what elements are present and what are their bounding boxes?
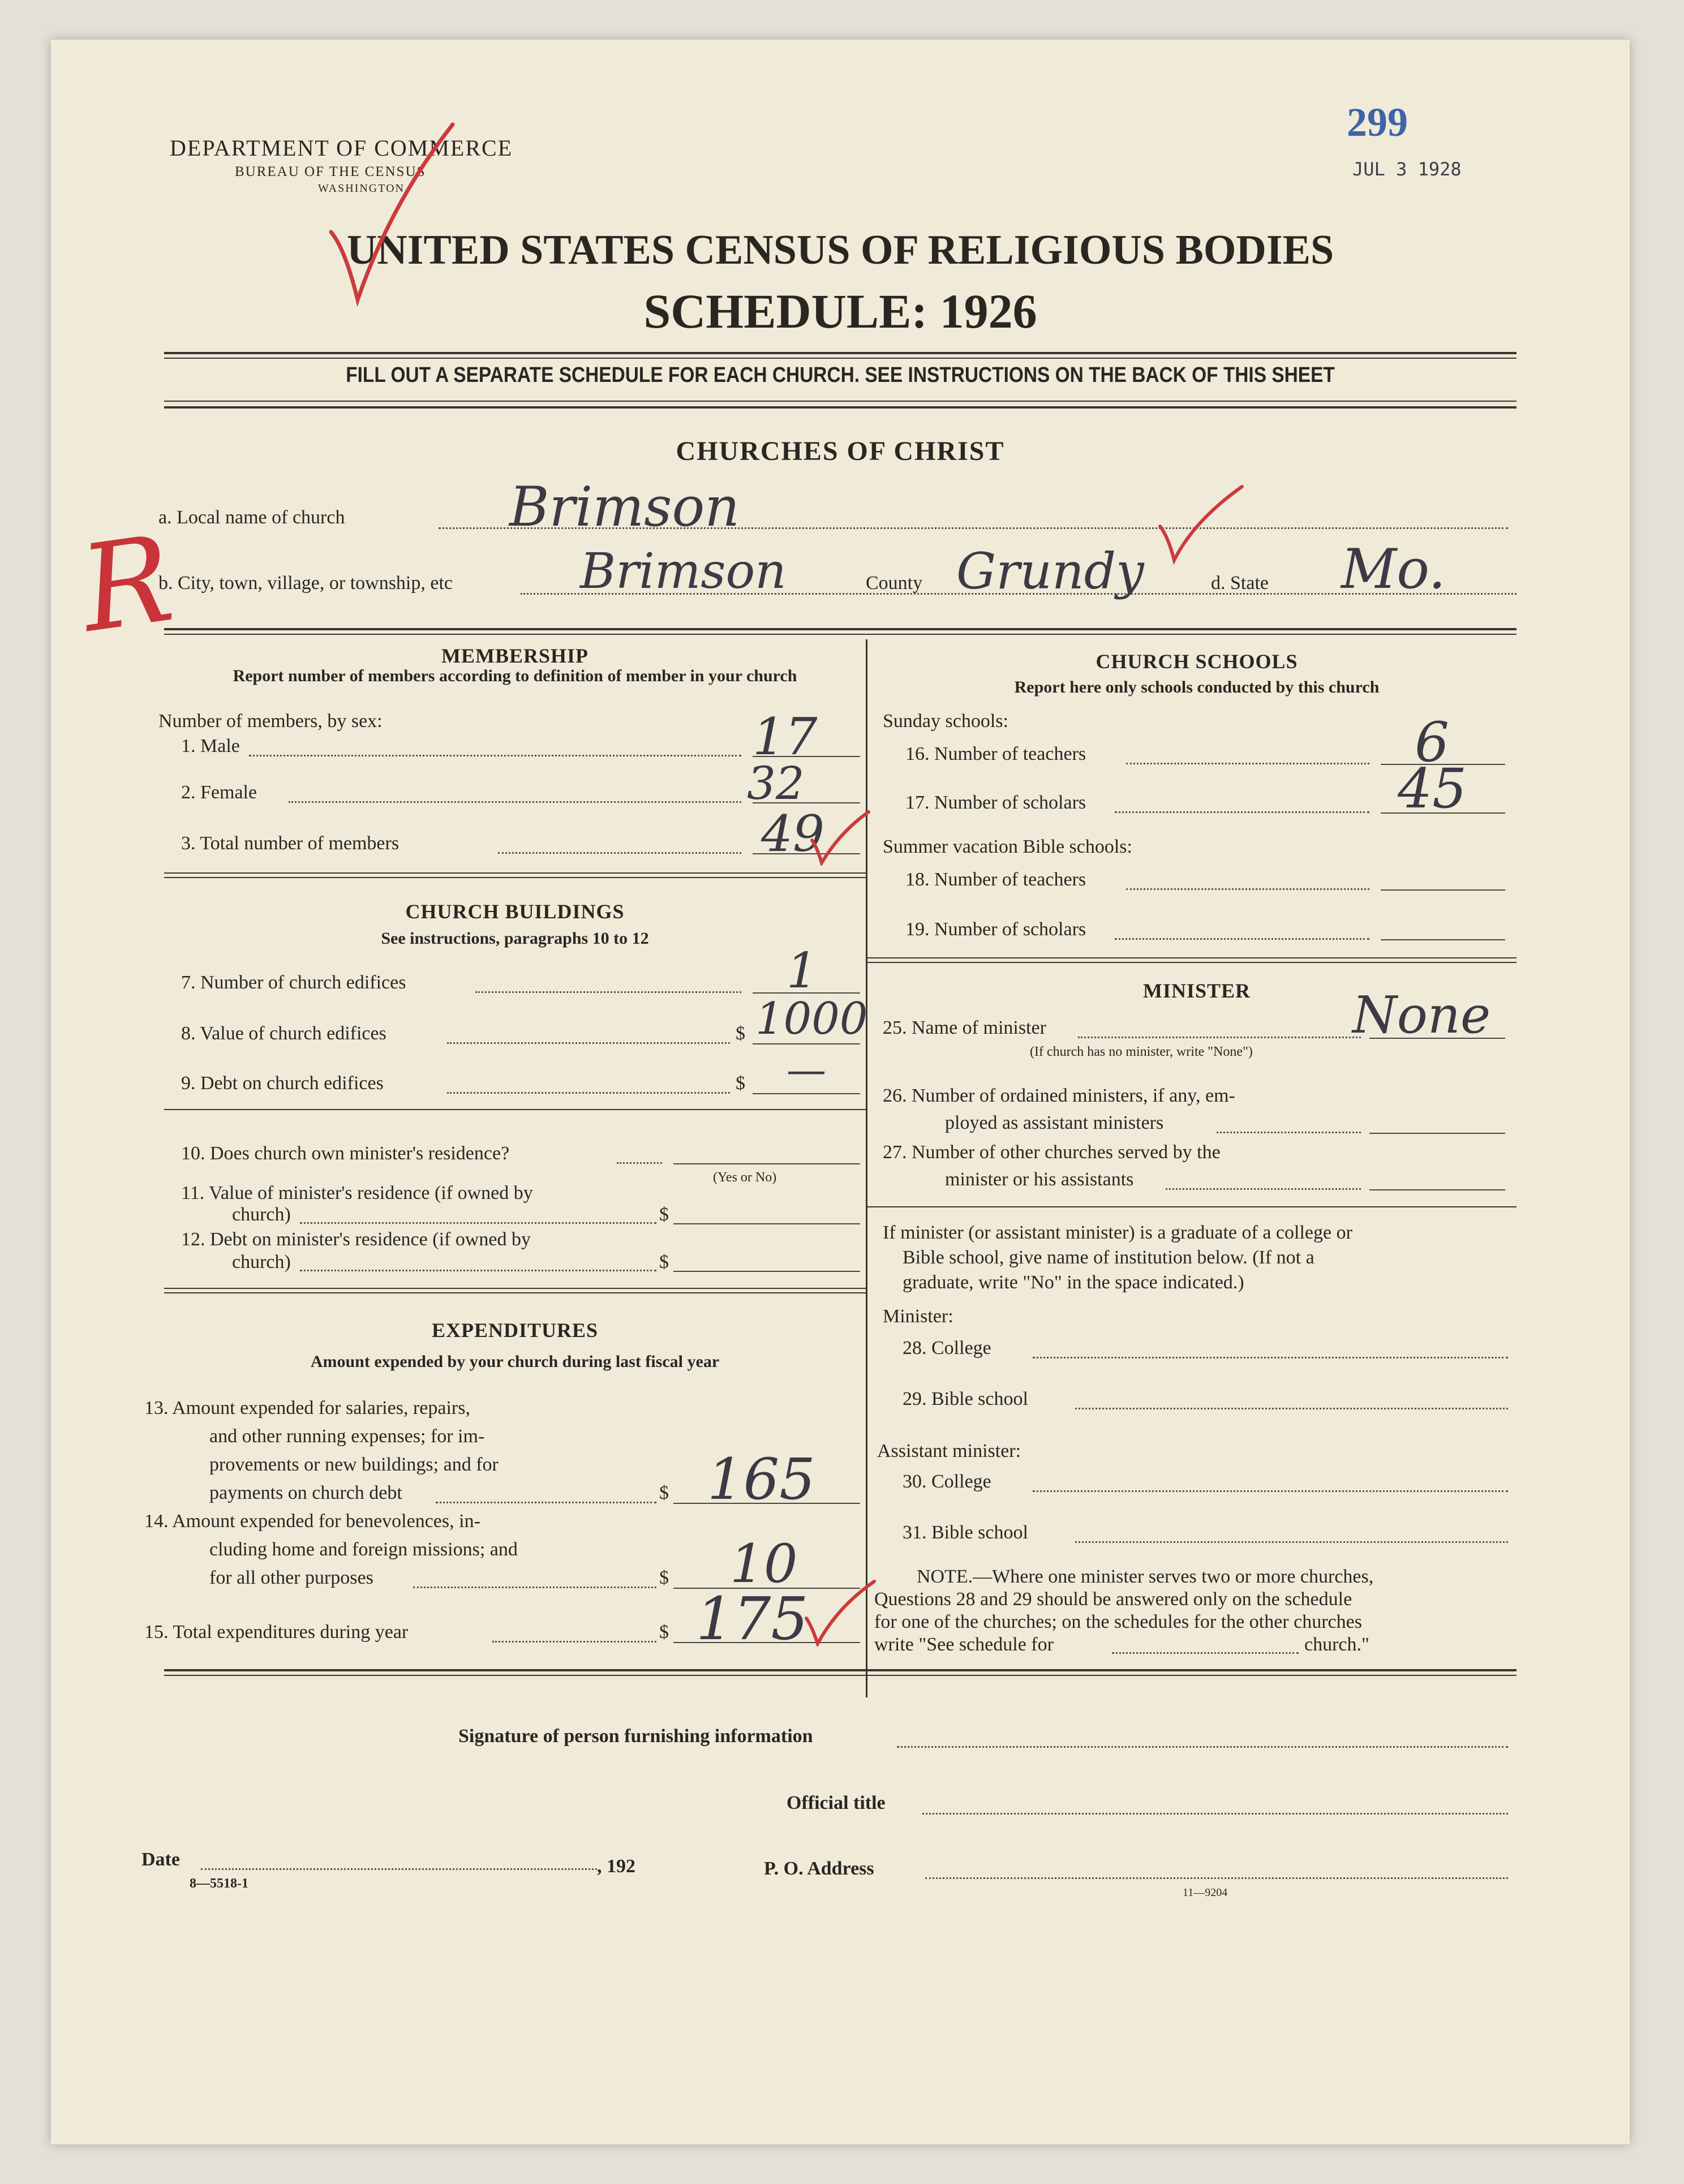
bible-school-line[interactable] bbox=[1075, 1408, 1508, 1409]
assistant-college-line[interactable] bbox=[1033, 1490, 1508, 1492]
male-label: 1. Male bbox=[181, 736, 240, 756]
q13-dollar: $ bbox=[659, 1482, 669, 1503]
q13-line-2: and other running expenses; for im- bbox=[209, 1426, 485, 1447]
body-rule-bottom bbox=[164, 1669, 1517, 1671]
residence-value-dots bbox=[300, 1222, 656, 1224]
female-dots bbox=[289, 801, 741, 803]
margin-mark-r: R bbox=[72, 509, 181, 659]
assistant-college-label: 30. College bbox=[903, 1471, 991, 1492]
edifices-value-label: 8. Value of church edifices bbox=[181, 1023, 386, 1044]
q14-dots bbox=[413, 1587, 656, 1588]
owns-residence-dots bbox=[617, 1162, 662, 1164]
residence-value-label-2: church) bbox=[232, 1204, 291, 1225]
bible-school-label: 29. Bible school bbox=[903, 1388, 1028, 1409]
sunday-scholars-label: 17. Number of scholars bbox=[905, 792, 1086, 813]
minister-name-label: 25. Name of minister bbox=[883, 1017, 1046, 1038]
q15-dollar: $ bbox=[659, 1622, 669, 1643]
residence-debt-label: 12. Debt on minister's residence (if owned by bbox=[181, 1229, 531, 1250]
minister-rule bbox=[866, 1206, 1517, 1207]
assistant-bible-line[interactable] bbox=[1075, 1541, 1508, 1543]
sunday-teachers-value[interactable]: 6 bbox=[1415, 711, 1450, 774]
bureau-city: WASHINGTON bbox=[318, 182, 405, 195]
state-label: d. State bbox=[1211, 573, 1269, 594]
summer-scholars-label: 19. Number of scholars bbox=[905, 919, 1086, 940]
q15-dots bbox=[492, 1641, 656, 1643]
buildings-heading: CHURCH BUILDINGS bbox=[405, 900, 625, 923]
note-line-3: for one of the churches; on the schedules for the other churches bbox=[874, 1611, 1362, 1632]
signature-label: Signature of person furnishing information bbox=[458, 1726, 813, 1747]
graduate-line-3: graduate, write "No" in the space indicated.) bbox=[903, 1272, 1244, 1293]
residence-debt-label-2: church) bbox=[232, 1252, 291, 1272]
q14-line-3: for all other purposes bbox=[209, 1567, 373, 1588]
official-title-label: Official title bbox=[787, 1792, 886, 1813]
ordained-dots bbox=[1217, 1132, 1361, 1133]
red-check-total-expenditures bbox=[804, 1579, 877, 1646]
form-title: UNITED STATES CENSUS OF RELIGIOUS BODIES bbox=[346, 227, 1334, 273]
membership-sub: Report number of members according to definition of member in your church bbox=[233, 667, 797, 685]
note-church-line[interactable] bbox=[1112, 1652, 1299, 1654]
po-address-label: P. O. Address bbox=[764, 1858, 874, 1879]
note-line-5: church." bbox=[1304, 1634, 1369, 1655]
red-check-county bbox=[1154, 481, 1245, 566]
edifices-debt-line bbox=[753, 1093, 860, 1094]
sunday-teachers-label: 16. Number of teachers bbox=[905, 743, 1086, 764]
male-dots bbox=[249, 755, 741, 756]
residence-value-dollar: $ bbox=[659, 1204, 669, 1225]
membership-heading: MEMBERSHIP bbox=[441, 644, 588, 667]
date-line[interactable] bbox=[201, 1868, 597, 1870]
minister-name-hint: (If church has no minister, write "None") bbox=[1030, 1044, 1253, 1059]
denomination-heading: CHURCHES OF CHRIST bbox=[676, 436, 1005, 466]
bureau-name: BUREAU OF THE CENSUS bbox=[235, 164, 426, 179]
title-rule-top-2 bbox=[164, 358, 1517, 359]
other-churches-label-2: minister or his assistants bbox=[945, 1169, 1134, 1190]
owns-residence-label: 10. Does church own minister's residence? bbox=[181, 1143, 510, 1164]
q13-line-4: payments on church debt bbox=[209, 1482, 402, 1503]
q14-line-1: 14. Amount expended for benevolences, in- bbox=[144, 1511, 480, 1532]
q14-value[interactable]: 10 bbox=[730, 1533, 798, 1595]
summer-teachers-label: 18. Number of teachers bbox=[905, 869, 1086, 890]
signature-line[interactable] bbox=[897, 1746, 1508, 1748]
body-rule-bottom-2 bbox=[164, 1675, 1517, 1676]
yes-no-hint: (Yes or No) bbox=[713, 1170, 777, 1185]
schools-rule bbox=[866, 957, 1517, 958]
schools-rule-2 bbox=[866, 962, 1517, 963]
college-label: 28. College bbox=[903, 1338, 991, 1358]
residence-debt-dollar: $ bbox=[659, 1252, 669, 1272]
college-line[interactable] bbox=[1033, 1357, 1508, 1358]
graduate-line-1: If minister (or assistant minister) is a graduate of a college or bbox=[883, 1222, 1352, 1243]
column-divider bbox=[866, 639, 867, 1697]
assistant-sub-label: Assistant minister: bbox=[877, 1441, 1021, 1461]
q14-line-2: cluding home and foreign missions; and bbox=[209, 1539, 518, 1560]
stamp-number: 299 bbox=[1347, 100, 1408, 145]
q14-dollar: $ bbox=[659, 1567, 669, 1588]
edifices-debt-dots bbox=[447, 1092, 730, 1094]
official-title-line[interactable] bbox=[922, 1813, 1508, 1815]
edifices-debt-value[interactable]: — bbox=[787, 1047, 826, 1093]
date-label: Date bbox=[141, 1849, 180, 1870]
title-rule-bottom-2 bbox=[164, 406, 1517, 409]
q13-line-3: provements or new buildings; and for bbox=[209, 1454, 499, 1475]
schedule-sheet bbox=[51, 40, 1630, 2144]
edifices-value-value[interactable]: 1000 bbox=[755, 994, 868, 1044]
title-rule-bottom bbox=[164, 401, 1517, 402]
female-value[interactable]: 32 bbox=[747, 757, 805, 810]
buildings-sub: See instructions, paragraphs 10 to 12 bbox=[381, 929, 649, 948]
title-rule-top bbox=[164, 352, 1517, 354]
note-line-2: Questions 28 and 29 should be answered only on the schedule bbox=[874, 1589, 1352, 1610]
summer-scholars-dots bbox=[1115, 938, 1369, 940]
owns-residence-line[interactable] bbox=[673, 1163, 860, 1164]
state-value[interactable]: Mo. bbox=[1341, 538, 1446, 601]
q13-line-1: 13. Amount expended for salaries, repairs, bbox=[144, 1398, 470, 1418]
red-check-total-members bbox=[809, 809, 871, 866]
membership-rule bbox=[164, 872, 866, 874]
note-line-4: write "See schedule for bbox=[874, 1634, 1054, 1655]
other-churches-line[interactable] bbox=[1369, 1189, 1505, 1190]
sunday-scholars-value[interactable]: 45 bbox=[1398, 757, 1467, 820]
sunday-scholars-dots bbox=[1115, 811, 1369, 813]
membership-rule-2 bbox=[164, 877, 866, 878]
ordained-line[interactable] bbox=[1369, 1133, 1505, 1134]
schools-heading: CHURCH SCHOOLS bbox=[1096, 650, 1298, 673]
minister-heading: MINISTER bbox=[1142, 979, 1251, 1002]
other-churches-dots bbox=[1166, 1188, 1361, 1190]
county-value[interactable]: Grundy bbox=[956, 542, 1144, 600]
q13-dots bbox=[436, 1502, 656, 1503]
edifices-count-value[interactable]: 1 bbox=[787, 943, 818, 999]
city-label: b. City, town, village, or township, etc bbox=[158, 573, 453, 594]
buildings-rule bbox=[164, 1109, 866, 1110]
minister-name-value[interactable]: None bbox=[1352, 986, 1491, 1045]
identity-rule-2 bbox=[164, 634, 1517, 635]
q13-value[interactable]: 165 bbox=[707, 1446, 815, 1512]
county-label: County bbox=[866, 573, 923, 594]
residence-rule bbox=[164, 1288, 866, 1289]
total-members-dots bbox=[498, 852, 741, 854]
form-number: 8—5518-1 bbox=[190, 1876, 248, 1891]
date-year: , 192 bbox=[597, 1856, 635, 1877]
female-label: 2. Female bbox=[181, 782, 257, 803]
po-address-line[interactable] bbox=[925, 1877, 1508, 1879]
city-value[interactable]: Brimson bbox=[580, 543, 787, 600]
local-name-label: a. Local name of church bbox=[158, 507, 345, 528]
expenditures-sub: Amount expended by your church during last fiscal year bbox=[310, 1352, 720, 1371]
other-churches-label-1: 27. Number of other churches served by the bbox=[883, 1142, 1221, 1163]
ordained-label-1: 26. Number of ordained ministers, if any, em- bbox=[883, 1085, 1235, 1106]
residence-rule-2 bbox=[164, 1292, 866, 1293]
ordained-label-2: ployed as assistant ministers bbox=[945, 1112, 1164, 1133]
edifices-debt-dollar: $ bbox=[736, 1073, 745, 1094]
total-members-label: 3. Total number of members bbox=[181, 833, 399, 854]
summer-scholars-line[interactable] bbox=[1381, 939, 1505, 940]
sunday-teachers-dots bbox=[1126, 763, 1369, 764]
sunday-schools-label: Sunday schools: bbox=[883, 711, 1008, 732]
residence-debt-dots bbox=[300, 1270, 656, 1271]
members-by-sex-label: Number of members, by sex: bbox=[158, 711, 383, 732]
minister-name-dots bbox=[1078, 1037, 1361, 1038]
residence-value-label: 11. Value of minister's residence (if owned by bbox=[181, 1183, 533, 1203]
summer-teachers-line[interactable] bbox=[1381, 889, 1505, 891]
residence-debt-line[interactable] bbox=[673, 1271, 860, 1272]
note-line-1: NOTE.—Where one minister serves two or more churches, bbox=[917, 1566, 1374, 1587]
edifices-count-dots bbox=[475, 991, 741, 993]
summer-teachers-dots bbox=[1126, 888, 1369, 890]
residence-value-line[interactable] bbox=[673, 1223, 860, 1224]
schools-sub: Report here only schools conducted by this church bbox=[1014, 678, 1380, 697]
q15-label: 15. Total expenditures during year bbox=[144, 1622, 409, 1643]
department-name: DEPARTMENT OF COMMERCE bbox=[170, 135, 513, 161]
male-value[interactable]: 17 bbox=[753, 707, 818, 767]
expenditures-heading: EXPENDITURES bbox=[431, 1319, 599, 1342]
print-number: 11—9204 bbox=[1183, 1886, 1228, 1899]
edifices-debt-label: 9. Debt on church edifices bbox=[181, 1073, 384, 1094]
identity-rule bbox=[164, 628, 1517, 630]
edifices-value-dots bbox=[447, 1042, 730, 1044]
total-members-value[interactable]: 49 bbox=[761, 805, 824, 863]
edifices-count-label: 7. Number of church edifices bbox=[181, 972, 406, 993]
edifices-value-dollar: $ bbox=[736, 1023, 745, 1044]
stamp-date: JUL 3 1928 bbox=[1352, 158, 1462, 180]
assistant-bible-label: 31. Bible school bbox=[903, 1522, 1028, 1543]
graduate-line-2: Bible school, give name of institution below. (If not a bbox=[903, 1247, 1314, 1268]
minister-sub-label: Minister: bbox=[883, 1306, 953, 1327]
summer-schools-label: Summer vacation Bible schools: bbox=[883, 836, 1132, 857]
form-subtitle: SCHEDULE: 1926 bbox=[643, 284, 1037, 338]
local-name-value[interactable]: Brimson bbox=[509, 475, 740, 539]
red-check-title bbox=[323, 113, 458, 311]
fill-instruction: FILL OUT A SEPARATE SCHEDULE FOR EACH CHURCH. SEE INSTRUCTIONS ON THE BACK OF THIS SHEET bbox=[346, 363, 1335, 387]
q15-value[interactable]: 175 bbox=[696, 1584, 809, 1653]
